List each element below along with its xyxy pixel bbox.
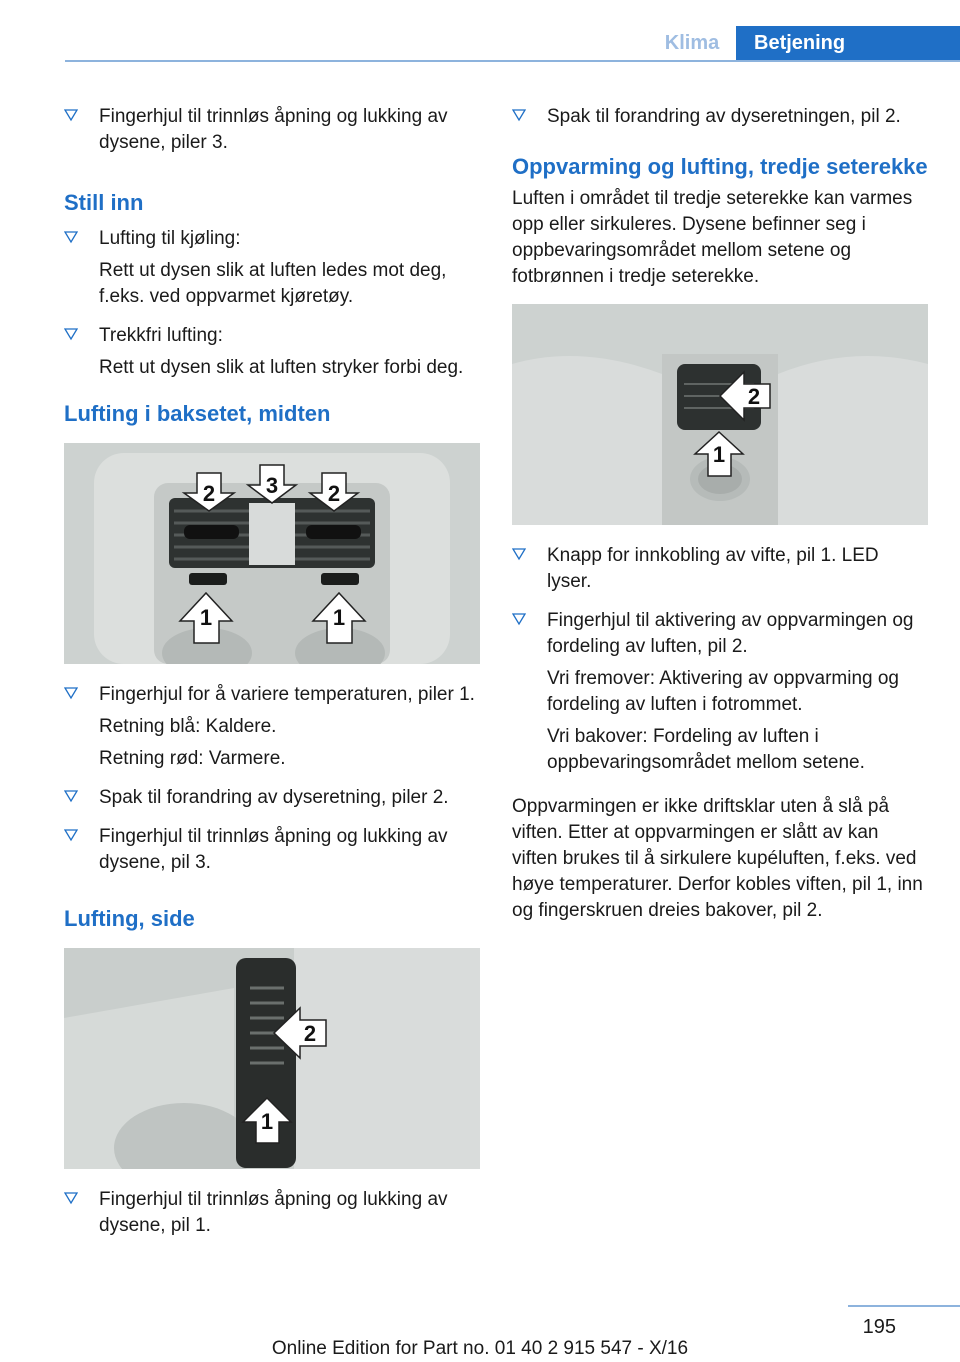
figure-label: 1: [712, 442, 726, 467]
right-column: [512, 104, 928, 924]
figure-label: 2: [303, 1021, 317, 1046]
triangle-bullet-icon: [64, 229, 78, 245]
left-column: [64, 104, 480, 1252]
item-subtext: Vri bakover: Fordeling av luften i oppbevaringsområdet mellom setene.: [547, 726, 865, 773]
list-item: [512, 104, 928, 130]
item-subtext: Retning rød: Varmere.: [99, 748, 286, 769]
triangle-bullet-icon: [512, 546, 526, 562]
item-subtext: Vri fremover: Aktivering av oppvarming og fordeling av luften i fotrommet.: [547, 668, 900, 715]
edition-footer: Online Edition for Part no. 01 40 2 915 547 - X/16: [271, 1338, 689, 1359]
item-text: Trekkfri lufting:: [99, 325, 223, 346]
figure-center-vents: [64, 443, 480, 664]
item-text: Fingerhjul til aktivering av oppvarmingen og fordeling av luften, pil 2.: [547, 610, 914, 657]
list-item: [512, 608, 928, 776]
list-item: [64, 1187, 480, 1239]
intro-paragraph: Luften i området til tredje seterekke kan varmes opp eller sirkuleres. Dysene befinner seg i oppbevaringsområdet mellom setene og fotbrønnen i tredje seterekke.: [512, 188, 913, 287]
figure-label: 1: [332, 605, 346, 630]
figure-third-row: [512, 304, 928, 525]
list-item: [64, 104, 480, 156]
list-item: [64, 226, 480, 310]
item-text: Fingerhjul til trinnløs åpning og lukking av dysene, piler 3.: [99, 106, 448, 153]
triangle-bullet-icon: [64, 107, 78, 123]
list-item: [64, 323, 480, 381]
header-rule: [65, 60, 960, 62]
list-item: [64, 682, 480, 772]
item-subtext: Rett ut dysen slik at luften ledes mot deg, f.eks. ved oppvarmet kjøretøy.: [99, 260, 447, 307]
triangle-bullet-icon: [64, 326, 78, 342]
triangle-bullet-icon: [64, 827, 78, 843]
section-heading-tredje: Oppvarming og lufting, tredje seterekke: [512, 154, 928, 179]
item-text: Spak til forandring av dyseretningen, pil 2.: [547, 106, 901, 127]
item-text: Fingerhjul til trinnløs åpning og lukking av dysene, pil 1.: [99, 1189, 448, 1236]
section-heading-side: Lufting, side: [64, 906, 195, 931]
figure-label: 1: [260, 1109, 274, 1134]
item-text: Lufting til kjøling:: [99, 228, 241, 249]
tab-betjening[interactable]: Betjening: [736, 26, 960, 60]
section-heading-midten: Lufting i baksetet, midten: [64, 401, 331, 426]
figure-label: 3: [265, 473, 279, 498]
figure-label: 2: [327, 481, 341, 506]
figure-label: 1: [199, 605, 213, 630]
list-item: [512, 543, 928, 595]
list-item: [64, 785, 480, 811]
figure-label: 2: [202, 481, 216, 506]
item-subtext: Retning blå: Kaldere.: [99, 716, 277, 737]
section-heading-still-inn: Still inn: [64, 190, 144, 215]
footer-rule: [848, 1305, 960, 1307]
item-subtext: Rett ut dysen slik at luften stryker forbi deg.: [99, 357, 464, 378]
triangle-bullet-icon: [512, 611, 526, 627]
triangle-bullet-icon: [64, 1190, 78, 1206]
figure-side-vent: [64, 948, 480, 1169]
triangle-bullet-icon: [512, 107, 526, 123]
page-number: 195: [862, 1316, 896, 1338]
tab-klima[interactable]: Klima: [664, 32, 720, 54]
triangle-bullet-icon: [64, 685, 78, 701]
outro-paragraph: Oppvarmingen er ikke driftsklar uten å slå på viften. Etter at oppvarmingen er slått av kan viften brukes til å sirkulere kupéluften, f.eks. ved høye temperaturer. Derfor kobles viften, pil 1, inn og fingerskruen dreies bakover, pil 2.: [512, 796, 923, 921]
item-text: Knapp for innkobling av vifte, pil 1. LED lyser.: [547, 545, 879, 592]
item-text: Spak til forandring av dyseretning, piler 2.: [99, 787, 449, 808]
item-text: Fingerhjul til trinnløs åpning og lukking av dysene, pil 3.: [99, 826, 448, 873]
figure-label: 2: [747, 384, 761, 409]
triangle-bullet-icon: [64, 788, 78, 804]
list-item: [64, 824, 480, 876]
item-text: Fingerhjul for å variere temperaturen, piler 1.: [99, 684, 475, 705]
